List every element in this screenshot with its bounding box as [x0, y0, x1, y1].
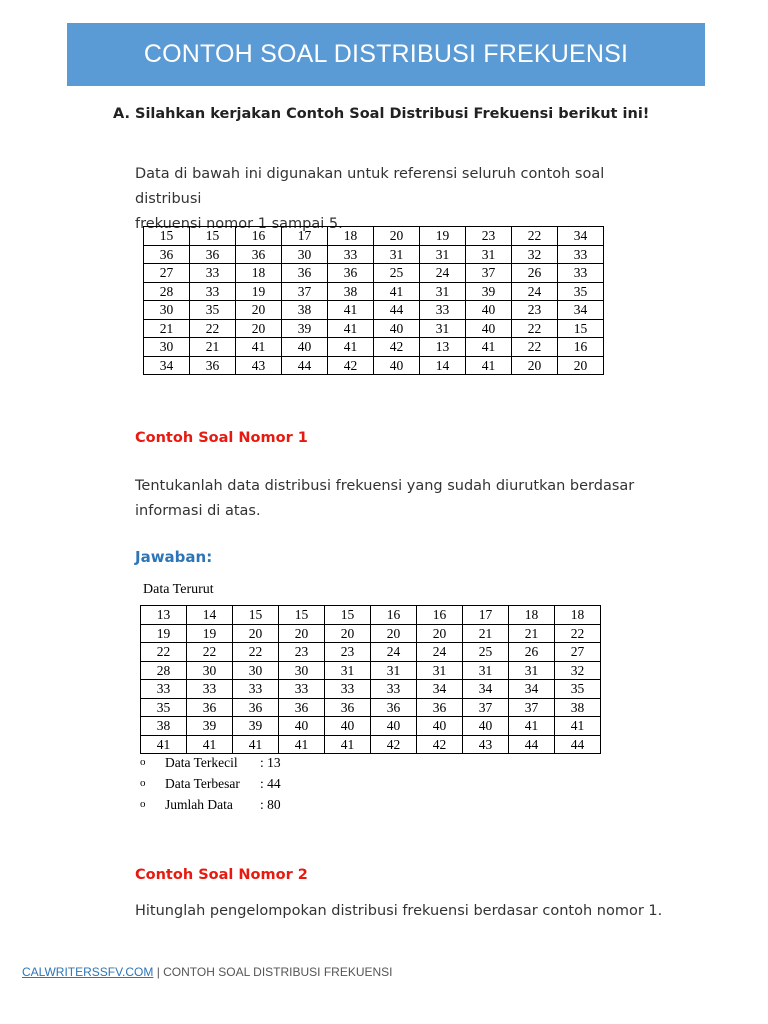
table-cell: 38	[141, 717, 187, 736]
table-cell: 25	[463, 643, 509, 662]
table-row	[144, 356, 604, 375]
table-cell: 40	[463, 717, 509, 736]
table-cell: 22	[190, 319, 236, 338]
raw-data-table	[143, 226, 604, 375]
table-cell: 41	[328, 301, 374, 320]
intro-line-2: frekuensi nomor 1 sampai 5.	[135, 216, 343, 232]
table-cell: 33	[558, 264, 604, 283]
page-title-banner	[67, 23, 705, 86]
table-cell: 42	[374, 338, 420, 357]
table-cell: 42	[328, 356, 374, 375]
table-cell: 37	[466, 264, 512, 283]
table-cell: 33	[190, 282, 236, 301]
table-cell: 36	[144, 245, 190, 264]
table-cell: 20	[236, 319, 282, 338]
table-cell: 31	[371, 661, 417, 680]
table-cell: 39	[282, 319, 328, 338]
footer-text: | CONTOH SOAL DISTRIBUSI FREKUENSI	[153, 965, 393, 979]
table-cell: 18	[509, 606, 555, 625]
table-row	[141, 643, 601, 662]
table-row	[141, 624, 601, 643]
table-cell: 20	[512, 356, 558, 375]
bullet-icon: o	[140, 756, 146, 768]
table-cell: 41	[328, 319, 374, 338]
table-cell: 40	[325, 717, 371, 736]
stat-value: : 44	[260, 776, 281, 791]
table-cell: 20	[558, 356, 604, 375]
footer	[22, 965, 393, 979]
stats-list	[140, 752, 281, 815]
table-cell: 36	[282, 264, 328, 283]
stat-item	[140, 794, 281, 815]
table-cell: 41	[233, 735, 279, 754]
table-cell: 41	[141, 735, 187, 754]
section-letter: A.	[113, 106, 130, 122]
stat-value: : 80	[260, 797, 281, 812]
table-cell: 41	[466, 356, 512, 375]
table-cell: 33	[187, 680, 233, 699]
table-cell: 35	[555, 680, 601, 699]
table-cell: 28	[144, 282, 190, 301]
table-cell: 22	[233, 643, 279, 662]
table-cell: 41	[466, 338, 512, 357]
sorted-caption: Data Terurut	[143, 582, 214, 597]
table-cell: 44	[374, 301, 420, 320]
q2-heading: Contoh Soal Nomor 2	[135, 867, 308, 883]
sorted-data-table	[140, 605, 601, 754]
table-cell: 34	[558, 227, 604, 246]
table-cell: 22	[512, 227, 558, 246]
table-cell: 36	[190, 245, 236, 264]
table-cell: 18	[555, 606, 601, 625]
table-cell: 38	[555, 698, 601, 717]
table-cell: 20	[236, 301, 282, 320]
table-row	[144, 245, 604, 264]
table-cell: 34	[463, 680, 509, 699]
table-cell: 21	[144, 319, 190, 338]
footer-link[interactable]: CALWRITERSSFV.COM	[22, 965, 154, 979]
table-row	[144, 338, 604, 357]
table-cell: 14	[420, 356, 466, 375]
table-cell: 28	[141, 661, 187, 680]
table-cell: 23	[325, 643, 371, 662]
table-cell: 25	[374, 264, 420, 283]
table-row	[141, 680, 601, 699]
table-cell: 40	[374, 319, 420, 338]
table-cell: 21	[190, 338, 236, 357]
table-cell: 19	[420, 227, 466, 246]
q1-heading: Contoh Soal Nomor 1	[135, 430, 308, 446]
table-cell: 40	[371, 717, 417, 736]
page-title: CONTOH SOAL DISTRIBUSI FREKUENSI	[143, 40, 629, 68]
table-cell: 14	[187, 606, 233, 625]
table-cell: 19	[236, 282, 282, 301]
table-cell: 24	[512, 282, 558, 301]
table-cell: 16	[236, 227, 282, 246]
table-cell: 42	[417, 735, 463, 754]
table-cell: 30	[279, 661, 325, 680]
table-cell: 36	[190, 356, 236, 375]
table-cell: 22	[555, 624, 601, 643]
table-cell: 33	[328, 245, 374, 264]
table-cell: 26	[512, 264, 558, 283]
stat-item	[140, 773, 281, 794]
table-cell: 15	[558, 319, 604, 338]
table-cell: 22	[512, 338, 558, 357]
table-cell: 33	[141, 680, 187, 699]
table-cell: 40	[279, 717, 325, 736]
q2-line-1: Hitunglah pengelompokan distribusi frekuensi berdasar contoh nomor 1.	[135, 903, 663, 919]
table-cell: 16	[371, 606, 417, 625]
table-row	[141, 661, 601, 680]
table-cell: 39	[187, 717, 233, 736]
answer-heading: Jawaban:	[135, 548, 213, 566]
table-cell: 18	[328, 227, 374, 246]
table-cell: 42	[371, 735, 417, 754]
table-cell: 41	[279, 735, 325, 754]
table-cell: 23	[466, 227, 512, 246]
table-cell: 20	[417, 624, 463, 643]
q1-line-1: Tentukanlah data distribusi frekuensi yang sudah diurutkan berdasar	[135, 478, 635, 494]
table-cell: 34	[417, 680, 463, 699]
table-cell: 31	[420, 245, 466, 264]
table-cell: 30	[233, 661, 279, 680]
table-cell: 22	[187, 643, 233, 662]
table-cell: 40	[374, 356, 420, 375]
table-cell: 31	[325, 661, 371, 680]
table-cell: 15	[144, 227, 190, 246]
table-cell: 27	[144, 264, 190, 283]
table-cell: 39	[466, 282, 512, 301]
stat-label: Jumlah Data	[165, 797, 233, 812]
table-cell: 36	[328, 264, 374, 283]
table-cell: 41	[236, 338, 282, 357]
stat-value: : 13	[260, 755, 281, 770]
intro-line-1: Data di bawah ini digunakan untuk referensi seluruh contoh soal distribusi	[135, 166, 605, 207]
table-row	[144, 301, 604, 320]
table-cell: 33	[371, 680, 417, 699]
table-row	[141, 698, 601, 717]
stat-item	[140, 752, 281, 773]
table-cell: 40	[466, 319, 512, 338]
table-cell: 21	[509, 624, 555, 643]
table-cell: 32	[512, 245, 558, 264]
table-cell: 31	[420, 319, 466, 338]
table-cell: 24	[420, 264, 466, 283]
table-row	[144, 227, 604, 246]
table-cell: 27	[555, 643, 601, 662]
table-cell: 31	[463, 661, 509, 680]
q1-line-2: informasi di atas.	[135, 503, 261, 519]
table-cell: 39	[233, 717, 279, 736]
table-cell: 15	[233, 606, 279, 625]
table-row	[141, 735, 601, 754]
table-cell: 44	[282, 356, 328, 375]
table-cell: 33	[558, 245, 604, 264]
table-cell: 40	[417, 717, 463, 736]
table-cell: 37	[463, 698, 509, 717]
table-cell: 23	[279, 643, 325, 662]
table-cell: 24	[417, 643, 463, 662]
table-cell: 18	[236, 264, 282, 283]
table-cell: 31	[466, 245, 512, 264]
table-cell: 30	[282, 245, 328, 264]
bullet-icon: o	[140, 777, 146, 789]
table-cell: 20	[279, 624, 325, 643]
table-cell: 17	[463, 606, 509, 625]
table-row	[144, 282, 604, 301]
table-cell: 43	[463, 735, 509, 754]
table-cell: 20	[325, 624, 371, 643]
table-cell: 15	[190, 227, 236, 246]
table-cell: 33	[420, 301, 466, 320]
stat-label: Data Terkecil	[165, 755, 238, 770]
table-cell: 13	[141, 606, 187, 625]
table-cell: 33	[325, 680, 371, 699]
table-cell: 15	[279, 606, 325, 625]
table-cell: 35	[558, 282, 604, 301]
table-cell: 17	[282, 227, 328, 246]
table-cell: 38	[282, 301, 328, 320]
stat-label: Data Terbesar	[165, 776, 240, 791]
q2-paragraph	[135, 899, 675, 924]
table-cell: 30	[187, 661, 233, 680]
table-cell: 36	[325, 698, 371, 717]
table-cell: 30	[144, 301, 190, 320]
table-cell: 41	[374, 282, 420, 301]
table-cell: 22	[512, 319, 558, 338]
table-cell: 26	[509, 643, 555, 662]
table-cell: 37	[509, 698, 555, 717]
table-cell: 36	[279, 698, 325, 717]
table-cell: 33	[190, 264, 236, 283]
table-cell: 22	[141, 643, 187, 662]
table-cell: 31	[417, 661, 463, 680]
table-cell: 24	[371, 643, 417, 662]
q1-paragraph	[135, 474, 675, 524]
table-cell: 16	[558, 338, 604, 357]
table-cell: 21	[463, 624, 509, 643]
table-row	[144, 264, 604, 283]
table-cell: 41	[509, 717, 555, 736]
table-cell: 41	[555, 717, 601, 736]
table-cell: 36	[187, 698, 233, 717]
table-cell: 15	[325, 606, 371, 625]
table-cell: 20	[233, 624, 279, 643]
table-cell: 34	[558, 301, 604, 320]
table-cell: 19	[141, 624, 187, 643]
table-cell: 19	[187, 624, 233, 643]
table-cell: 20	[371, 624, 417, 643]
table-cell: 41	[328, 338, 374, 357]
table-cell: 34	[509, 680, 555, 699]
table-cell: 40	[282, 338, 328, 357]
table-cell: 43	[236, 356, 282, 375]
table-cell: 36	[371, 698, 417, 717]
table-cell: 36	[236, 245, 282, 264]
table-cell: 16	[417, 606, 463, 625]
section-heading	[113, 106, 649, 122]
table-row	[141, 717, 601, 736]
table-cell: 41	[187, 735, 233, 754]
table-cell: 13	[420, 338, 466, 357]
table-cell: 40	[466, 301, 512, 320]
table-cell: 31	[420, 282, 466, 301]
table-cell: 36	[233, 698, 279, 717]
table-cell: 44	[555, 735, 601, 754]
table-cell: 34	[144, 356, 190, 375]
table-cell: 44	[509, 735, 555, 754]
table-cell: 31	[374, 245, 420, 264]
table-cell: 30	[144, 338, 190, 357]
section-heading-text: Silahkan kerjakan Contoh Soal Distribusi Frekuensi berikut ini!	[135, 106, 650, 122]
table-cell: 33	[233, 680, 279, 699]
table-cell: 37	[282, 282, 328, 301]
table-row	[141, 606, 601, 625]
table-cell: 35	[141, 698, 187, 717]
table-cell: 41	[325, 735, 371, 754]
table-row	[144, 319, 604, 338]
bullet-icon: o	[140, 798, 146, 810]
table-cell: 31	[509, 661, 555, 680]
table-cell: 23	[512, 301, 558, 320]
table-cell: 35	[190, 301, 236, 320]
table-cell: 33	[279, 680, 325, 699]
table-cell: 36	[417, 698, 463, 717]
table-cell: 38	[328, 282, 374, 301]
table-cell: 32	[555, 661, 601, 680]
table-cell: 20	[374, 227, 420, 246]
